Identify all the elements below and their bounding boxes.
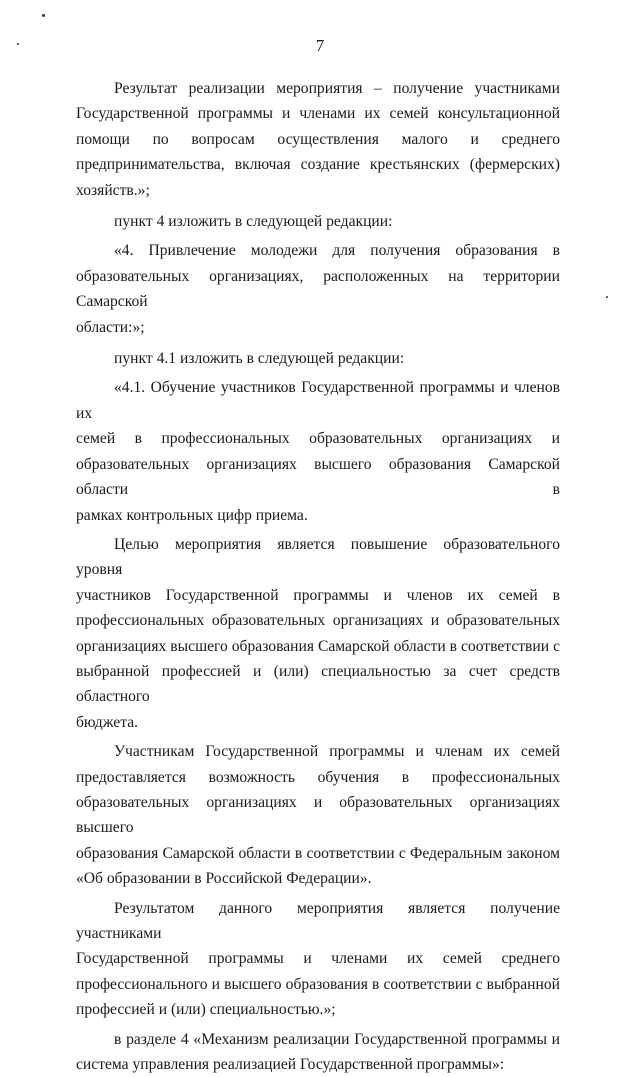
text-line: профессионального и высшего образования в соответствии с выбранной	[76, 975, 560, 993]
text-line: «Об образовании в Российской Федерации».	[76, 870, 372, 888]
text-line: участников Государственной программы и членов их семей в	[76, 586, 560, 604]
paragraph	[76, 1027, 560, 1077]
text-line: предпринимательства, включая создание крестьянских (фермерских)	[76, 156, 560, 174]
text-line: Результат реализации мероприятия – получение участниками	[114, 80, 560, 97]
paragraph	[76, 896, 560, 1023]
text-line: система управления реализацией Государственной программы»:	[76, 1056, 505, 1074]
page-number: 7	[315, 36, 325, 55]
paragraph	[76, 76, 560, 203]
text-line: выбранной профессией и (или) специальностью за счет средств областного	[76, 662, 560, 706]
text-line: Государственной программы и членами их семей среднего	[76, 950, 560, 968]
paragraph	[76, 209, 560, 234]
text-line: семей в профессиональных образовательных организациях и	[76, 430, 560, 448]
text-line: хозяйств.»;	[76, 181, 150, 199]
text-line: «4.1. Обучение участников Государственной программы и членов их	[76, 379, 560, 422]
paragraph	[76, 346, 560, 371]
text-line: образовательных организациях и образовательных организациях высшего	[76, 793, 560, 837]
text-line: образовательных организациях, расположенных на территории Самарской	[76, 267, 560, 311]
text-line: бюджета.	[76, 713, 139, 731]
text-line: рамках контрольных цифр приема.	[76, 506, 308, 524]
text-line: пункт 4 изложить в следующей редакции:	[114, 213, 393, 231]
text-line: «4. Привлечение молодежи для получения образования в	[114, 242, 560, 260]
text-line: в разделе 4 «Механизм реализации Государственной программы и	[114, 1030, 560, 1048]
text-line: Государственной программы и членами их семей консультационной	[76, 105, 560, 123]
paragraph	[76, 532, 560, 735]
scan-speck	[606, 296, 608, 298]
paragraph	[76, 375, 560, 527]
text-line: области:»;	[76, 318, 145, 336]
text-line: предоставляется возможность обучения в профессиональных	[76, 768, 560, 786]
text-line: Результатом данного мероприятия является получение участниками	[76, 899, 560, 942]
paragraph	[76, 238, 560, 340]
text-line: профессией и (или) специальностью.»;	[76, 1001, 336, 1019]
text-line: пункт 4.1 изложить в следующей редакции:	[114, 350, 405, 368]
text-line: организациях высшего образования Самарской области в соответствии с	[76, 637, 560, 655]
text-line: помощи по вопросам осуществления малого и среднего	[76, 130, 560, 148]
text-line: образовательных организациях высшего образования Самарской области в	[76, 455, 560, 499]
scan-speck	[42, 14, 45, 17]
text-line: Целью мероприятия является повышение образовательного уровня	[76, 535, 560, 579]
text-line: образования Самарской области в соответствии с Федеральным законом	[76, 844, 560, 862]
document-body	[76, 76, 560, 1077]
paragraph	[76, 739, 560, 891]
text-line: Участникам Государственной программы и членам их семей	[114, 743, 560, 761]
text-line: профессиональных образовательных организациях и образовательных	[76, 612, 560, 630]
